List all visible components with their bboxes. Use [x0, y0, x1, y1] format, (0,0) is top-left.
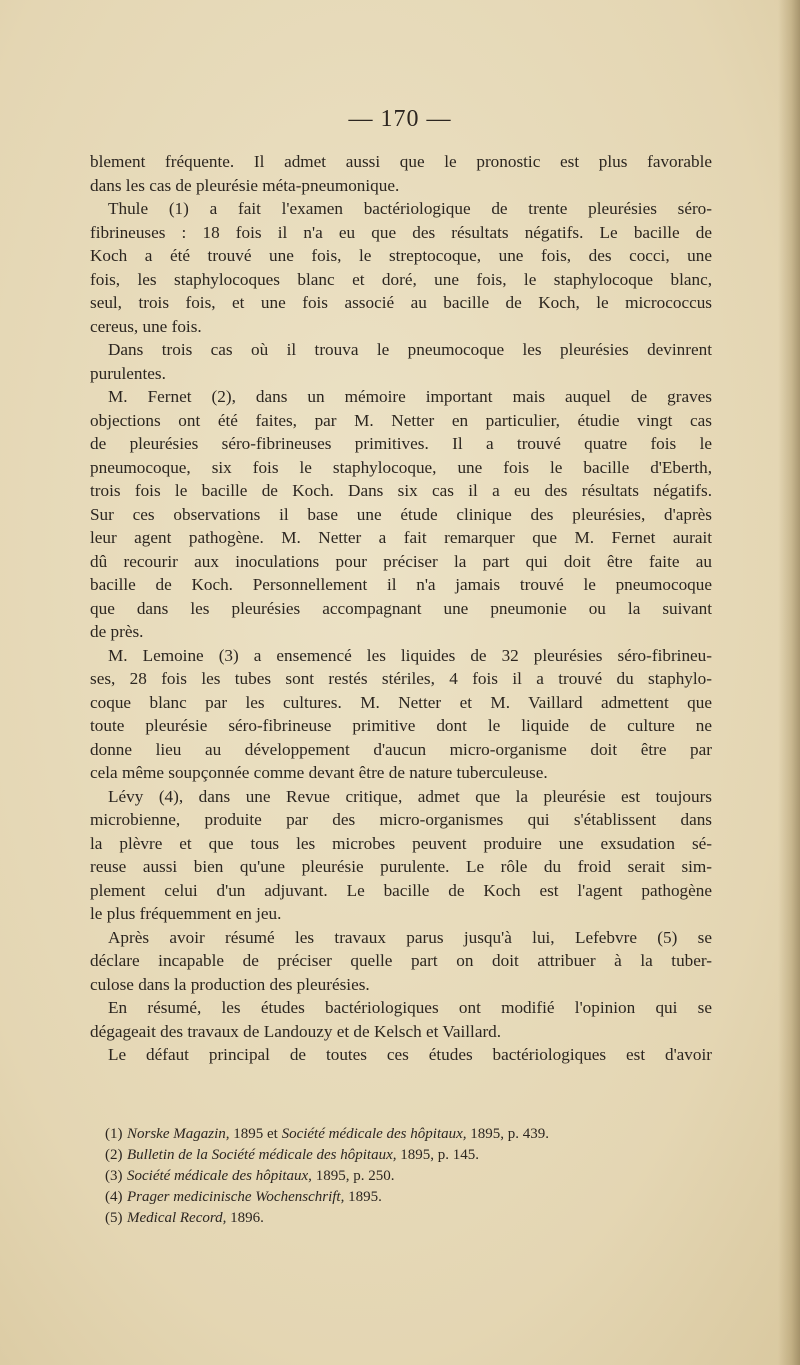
- text-line: toute pleurésie séro-fibrineuse primitive dont le liquide de culture ne: [90, 716, 712, 735]
- footnote: [105, 1166, 705, 1187]
- footnote: [105, 1208, 705, 1229]
- text-line: Lévy (4), dans une Revue critique, admet que la pleurésie est toujours: [108, 786, 712, 806]
- body-text: [90, 150, 712, 1067]
- footnote-number: (1): [105, 1126, 123, 1142]
- text-line: déclare incapable de préciser quelle part on doit attribuer à la tuber-: [90, 951, 712, 970]
- footnote-source: Prager medicinische Wochenschrift,: [127, 1189, 345, 1205]
- text-line: dans les cas de pleurésie méta-pneumonique.: [90, 175, 400, 195]
- footnote-detail: 1895, p. 145.: [396, 1147, 480, 1163]
- footnote-source: Norske Magazin,: [127, 1126, 230, 1142]
- text-line: En résumé, les études bactériologiques ont modifié l'opinion qui se: [108, 998, 712, 1017]
- page-number: — 170 —: [348, 106, 452, 132]
- text-line: cela même soupçonnée comme devant être de nature tuberculeuse.: [90, 763, 548, 782]
- footnote: [105, 1124, 705, 1145]
- text-line: reuse aussi bien qu'une pleurésie purulente. Le rôle du froid serait sim-: [90, 857, 712, 876]
- footnote-detail: 1895.: [344, 1189, 382, 1205]
- text-line: M. Lemoine (3) a ensemencé les liquides de 32 pleurésies séro-fibrineu-: [108, 645, 712, 665]
- text-line: blement fréquente. Il admet aussi que le pronostic est plus favorable: [90, 152, 712, 171]
- footnote-source: Medical Record,: [127, 1210, 227, 1226]
- text-line: pneumocoque, six fois le staphylocoque, une fois le bacille d'Eberth,: [90, 457, 712, 477]
- footnote-number: (2): [105, 1147, 123, 1163]
- text-line: microbienne, produite par des micro-organismes qui s'établissent dans: [90, 810, 712, 829]
- text-line: fibrineuses : 18 fois il n'a eu que des résultats négatifs. Le bacille de: [90, 222, 712, 242]
- footnotes: [105, 1124, 705, 1229]
- text-line: le plus fréquemment en jeu.: [90, 904, 282, 923]
- text-line: Après avoir résumé les travaux parus jusqu'à lui, Lefebvre (5) se: [108, 927, 712, 947]
- book-spine-shadow: [778, 0, 800, 1365]
- text-line: Dans trois cas où il trouva le pneumocoque les pleurésies devinrent: [108, 340, 712, 359]
- footnote: [105, 1187, 705, 1208]
- footnote: [105, 1145, 705, 1166]
- text-line: bacille de Koch. Personnellement il n'a jamais trouvé le pneumocoque: [90, 575, 712, 594]
- text-line: ses, 28 fois les tubes sont restés stériles, 4 fois il a trouvé du staphylo-: [90, 669, 712, 688]
- text-line: objections ont été faites, par M. Netter en particulier, étudie vingt cas: [90, 410, 712, 430]
- text-line: dégageait des travaux de Landouzy et de Kelsch et Vaillard.: [90, 1021, 502, 1041]
- text-line: Thule (1) a fait l'examen bactériologique de trente pleurésies séro-: [108, 199, 712, 218]
- text-line: purulentes.: [90, 363, 166, 383]
- text-line: culose dans la production des pleurésies.: [90, 974, 370, 994]
- text-line: fois, les staphylocoques blanc et doré, une fois, le staphylocoque blanc,: [90, 269, 712, 289]
- text-line: Koch a été trouvé une fois, le streptocoque, une fois, des cocci, une: [90, 246, 712, 265]
- text-line: M. Fernet (2), dans un mémoire important mais auquel de graves: [108, 387, 712, 406]
- footnote-detail: 1895, p. 439.: [466, 1126, 550, 1142]
- text-line: seul, trois fois, et une fois associé au bacille de Koch, le micrococcus: [90, 293, 712, 312]
- text-line: de près.: [90, 622, 144, 641]
- footnote-source: Société médicale des hôpitaux,: [127, 1168, 312, 1184]
- footnote-number: (4): [105, 1189, 123, 1205]
- text-line: dû recourir aux inoculations pour préciser la part qui doit être faite au: [90, 551, 712, 571]
- footnote-detail: 1895, p. 250.: [311, 1168, 395, 1184]
- text-line: cereus, une fois.: [90, 316, 202, 336]
- text-line: donne lieu au développement d'aucun micro-organisme doit être par: [90, 739, 712, 759]
- text-line: que dans les pleurésies accompagnant une pneumonie ou la suivant: [90, 598, 712, 618]
- text-line: Le défaut principal de toutes ces études bactériologiques est d'avoir: [108, 1045, 712, 1064]
- text-line: trois fois le bacille de Koch. Dans six cas il a eu des résultats négatifs.: [90, 481, 712, 500]
- footnote-number: (3): [105, 1168, 123, 1184]
- text-line: de pleurésies séro-fibrineuses primitives. Il a trouvé quatre fois le: [90, 434, 712, 453]
- footnote-source: Société médicale des hôpitaux,: [281, 1126, 467, 1142]
- footnote-detail: 1896.: [226, 1210, 264, 1226]
- footnote-detail: 1895 et: [229, 1126, 282, 1142]
- text-line: la plèvre et que tous les microbes peuvent produire une exsudation sé-: [90, 833, 712, 853]
- text-line: leur agent pathogène. M. Netter a fait remarquer que M. Fernet aurait: [90, 528, 712, 547]
- text-line: plement celui d'un adjuvant. Le bacille de Koch est l'agent pathogène: [90, 880, 712, 900]
- text-line: coque blanc par les cultures. M. Netter et M. Vaillard admettent que: [90, 692, 712, 712]
- footnote-source: Bulletin de la Société médicale des hôpitaux,: [127, 1147, 397, 1163]
- footnote-number: (5): [105, 1210, 123, 1226]
- text-line: Sur ces observations il base une étude clinique des pleurésies, d'après: [90, 504, 712, 524]
